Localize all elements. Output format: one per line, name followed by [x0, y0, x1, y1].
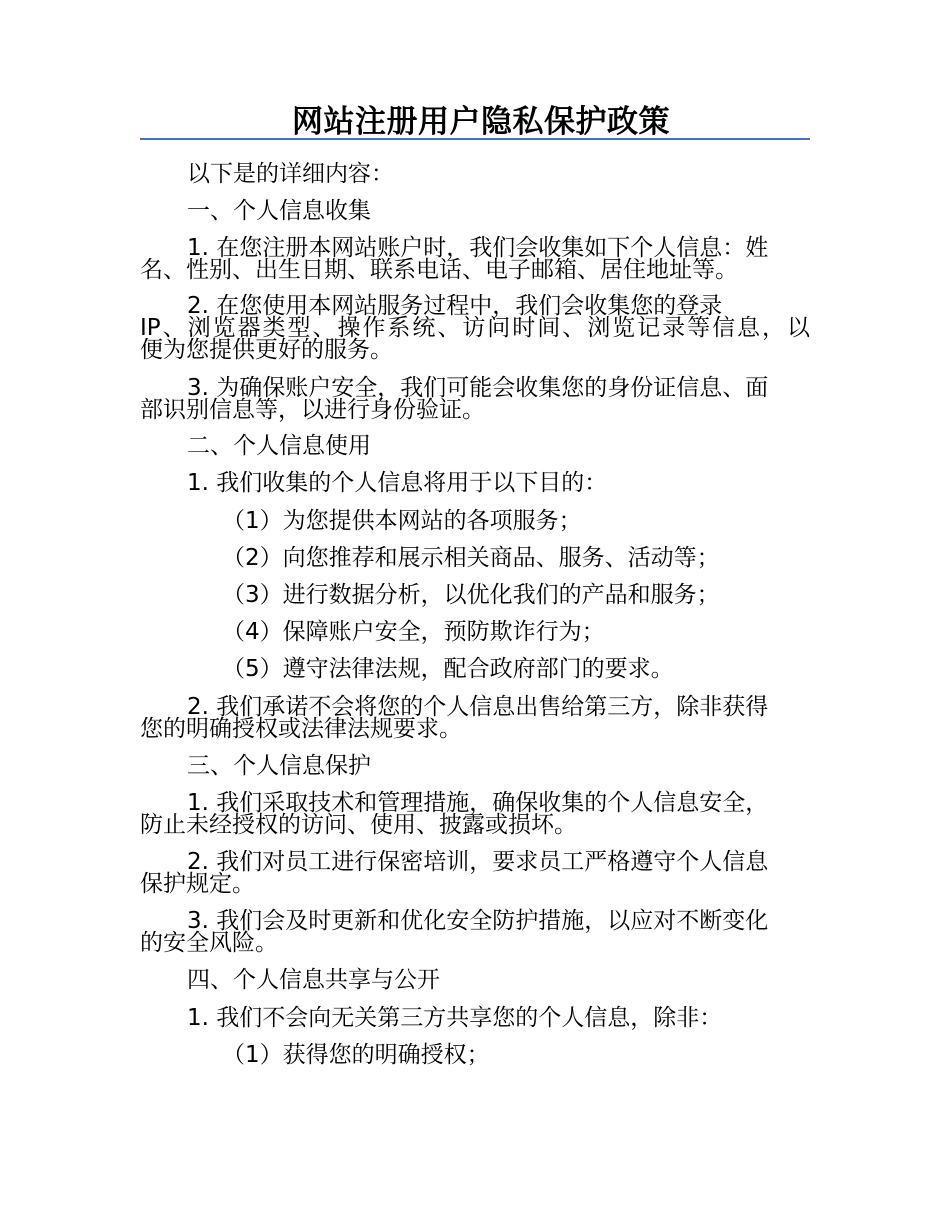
section-heading: 二、个人信息使用: [187, 433, 371, 459]
paragraph-line: 1. 我们收集的个人信息将用于以下目的：: [187, 470, 608, 496]
section-heading: 四、个人信息共享与公开: [187, 967, 440, 993]
paragraph-line: 1. 我们不会向无关第三方共享您的个人信息，除非：: [187, 1005, 723, 1031]
paragraph-line: 部识别信息等，以进行身份验证。: [140, 397, 485, 423]
paragraph-line: 3. 我们会及时更新和优化安全防护措施，以应对不断变化: [187, 908, 769, 934]
paragraph-line: IP、浏览器类型、操作系统、访问时间、浏览记录等信息，以: [140, 315, 810, 341]
section-heading: 三、个人信息保护: [187, 753, 371, 779]
list-item: （3）进行数据分析，以优化我们的产品和服务；: [222, 582, 720, 608]
page-title: 网站注册用户隐私保护政策: [292, 104, 670, 140]
paragraph-line: 名、性别、出生日期、联系电话、电子邮箱、居住地址等。: [140, 257, 738, 283]
paragraph-line: 便为您提供更好的服务。: [140, 337, 393, 363]
paragraph-line: 2. 我们承诺不会将您的个人信息出售给第三方，除非获得: [187, 694, 769, 720]
list-item: （1）为您提供本网站的各项服务；: [222, 508, 582, 534]
paragraph-line: 保护规定。: [140, 871, 255, 897]
list-item: （4）保障账户安全，预防欺诈行为；: [222, 619, 605, 645]
paragraph-line: 2. 我们对员工进行保密培训，要求员工严格遵守个人信息: [187, 849, 769, 875]
section-heading: 一、个人信息收集: [187, 198, 371, 224]
title-block: [140, 100, 810, 140]
paragraph-line: 1. 我们采取技术和管理措施，确保收集的个人信息安全，: [187, 790, 769, 816]
paragraph-line: 1. 在您注册本网站账户时，我们会收集如下个人信息：姓: [187, 235, 769, 261]
paragraph-line: 2. 在您使用本网站服务过程中，我们会收集您的登录: [187, 293, 723, 319]
list-item: （5）遵守法律法规，配合政府部门的要求。: [222, 656, 674, 682]
list-item: （2）向您推荐和展示相关商品、服务、活动等；: [222, 545, 720, 571]
paragraph-line: 防止未经授权的访问、使用、披露或损坏。: [140, 812, 577, 838]
paragraph-line: 的安全风险。: [140, 930, 278, 956]
list-item: （1）获得您的明确授权；: [222, 1042, 490, 1068]
paragraph-line: 您的明确授权或法律法规要求。: [140, 716, 462, 742]
intro-text: 以下是的详细内容：: [187, 161, 394, 187]
paragraph-line: 3. 为确保账户安全，我们可能会收集您的身份证信息、面: [187, 375, 769, 401]
